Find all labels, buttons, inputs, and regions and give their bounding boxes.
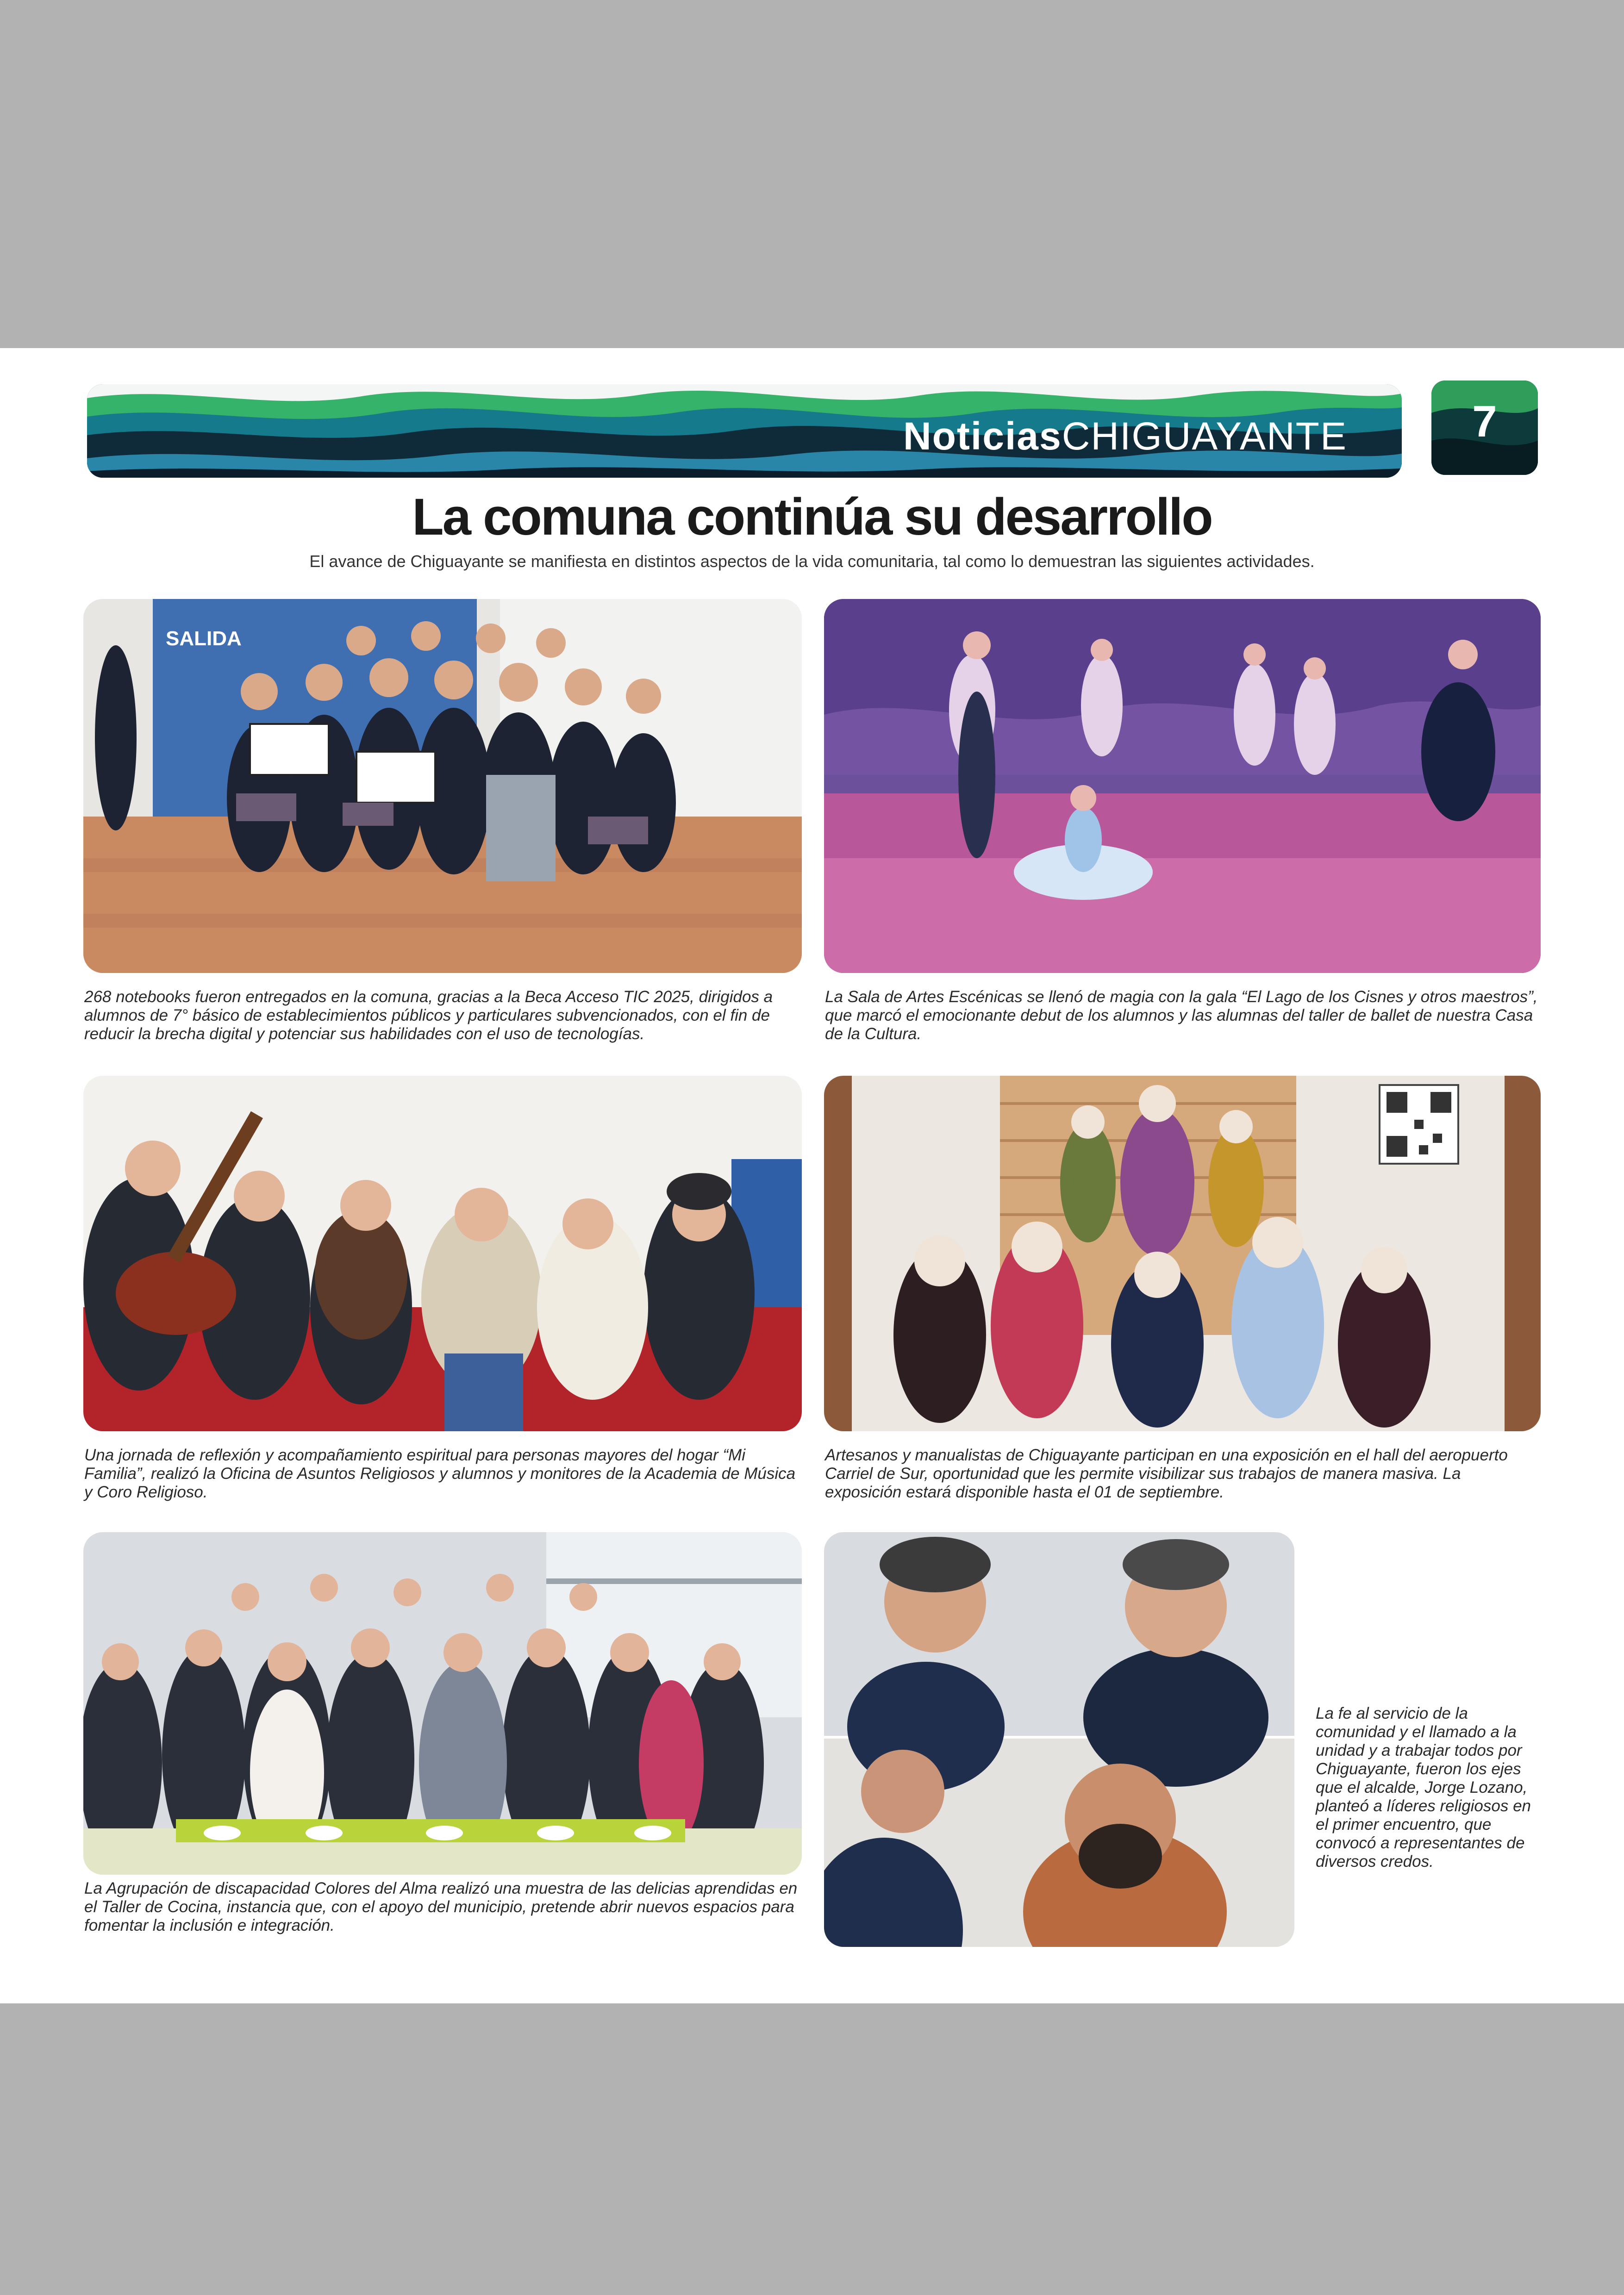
masthead-regular: CHIGUAYANTE xyxy=(1062,414,1347,458)
caption-religious: La fe al servicio de la comunidad y el llamado a la unidad y a trabajar todos por Chiguayante, fueron los ejes que el alcalde, Jorge Lozano, planteó a líderes religiosos en el primer encuentro, que convocó a representantes de diversos credos. xyxy=(1316,1704,1531,1871)
photo-ballet-gala xyxy=(824,599,1541,973)
photo-crafts-exhibition xyxy=(824,1076,1541,1431)
photo-religious-leaders xyxy=(824,1532,1294,1947)
photo-cooking-workshop xyxy=(83,1532,802,1875)
exit-sign-text: SALIDA xyxy=(166,627,242,650)
photo-students-notebooks xyxy=(83,599,802,973)
masthead-bold: Noticias xyxy=(903,414,1062,458)
masthead-title xyxy=(903,414,1347,459)
caption-cooking: La Agrupación de discapacidad Colores del Alma realizó una muestra de las delicias aprendidas en el Taller de Cocina, instancia que, con el apoyo del municipio, pretende abrir nuevos espacios para fomentar la inclusión e integración. xyxy=(84,1879,798,1934)
caption-crafts: Artesanos y manualistas de Chiguayante participan en una exposición en el hall del aeropuerto Carriel de Sur, oportunidad que les permite visibilizar sus trabajos de manera masiva. La exposición estará disponible hasta el 01 de septiembre. xyxy=(825,1446,1508,1501)
caption-ballet: La Sala de Artes Escénicas se llenó de magia con la gala “El Lago de los Cisnes y otros maestros”, que marcó el emocionante debut de los alumnos y las alumnas del taller de ballet de nuestra Casa de la Cultura. xyxy=(825,988,1538,1043)
page-number-box xyxy=(1431,380,1538,475)
article-title: La comuna continúa su desarrollo xyxy=(412,488,1212,546)
page-number: 7 xyxy=(1472,397,1497,446)
caption-elders: Una jornada de reflexión y acompañamiento espiritual para personas mayores del hogar “Mi Familia”, realizó la Oficina de Asuntos Religiosos y alumnos y monitores de la Academia de Música y Coro Religioso. xyxy=(84,1446,796,1501)
article-lead: El avance de Chiguayante se manifiesta en distintos aspectos de la vida comunitaria, tal como lo demuestran las siguientes actividades. xyxy=(309,552,1315,571)
newspaper-page xyxy=(0,348,1624,2003)
caption-notebooks: 268 notebooks fueron entregados en la comuna, gracias a la Beca Acceso TIC 2025, dirigidos a alumnos de 7° básico de establecimientos públicos y particulares subvencionados, con el fin de reducir la brecha digital y potenciar sus habilidades con el uso de tecnologías. xyxy=(84,988,773,1043)
photo-elders-home xyxy=(83,1076,802,1431)
masthead-banner xyxy=(87,384,1402,478)
